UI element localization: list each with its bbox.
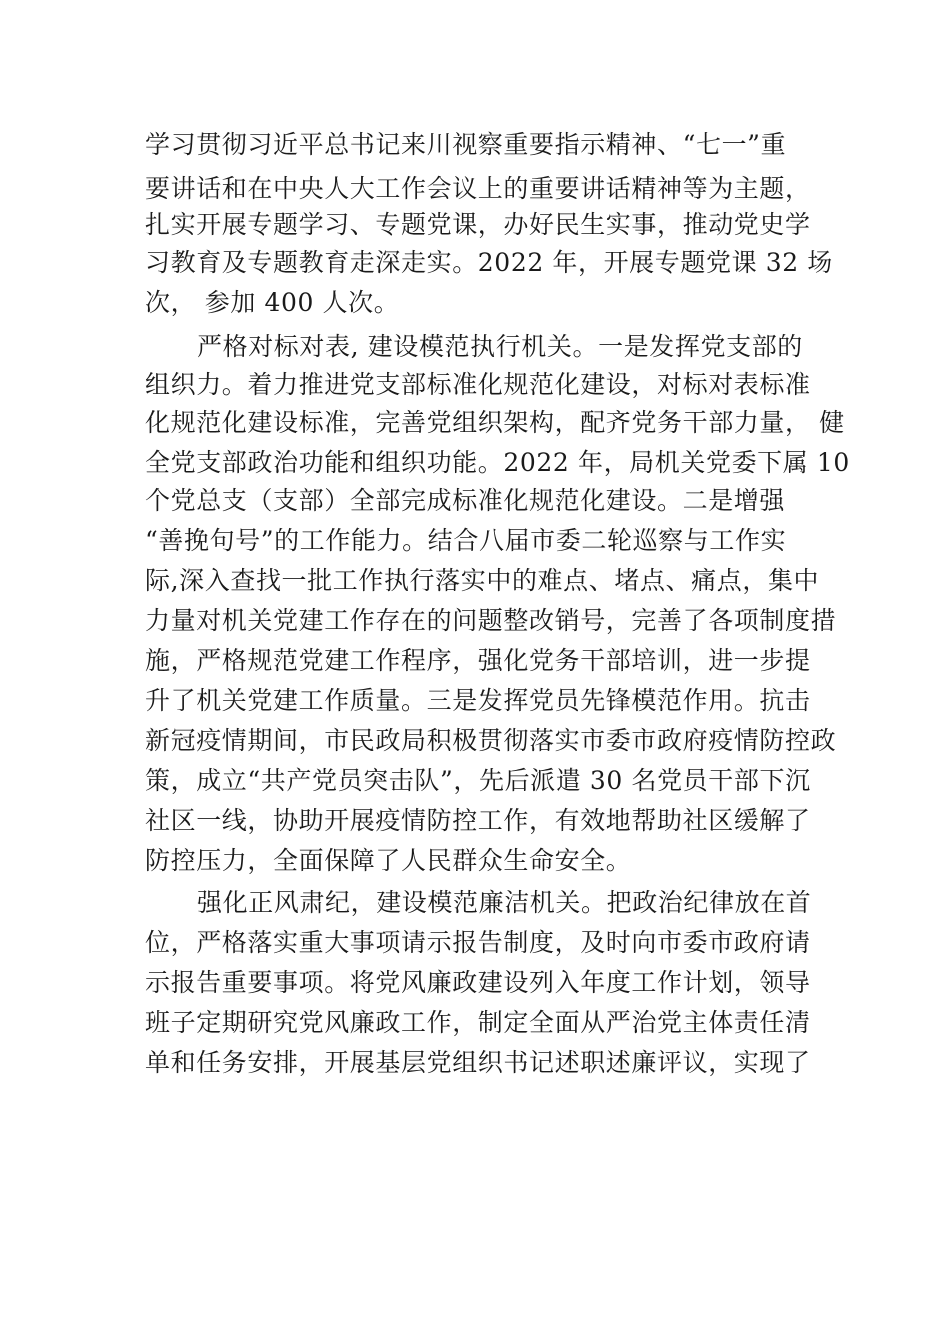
text-line: 习教育及专题教育走深走实。2022 年，开展专题党课 32 场 [145, 248, 833, 277]
text-line: 示报告重要事项。将党风廉政建设列入年度工作计划，领导 [145, 968, 811, 997]
text-line: 际,深入查找一批工作执行落实中的难点、堵点、痛点，集中 [145, 566, 820, 595]
text-line: 防控压力，全面保障了人民群众生命安全。 [145, 846, 632, 875]
text-line: 班子定期研究党风廉政工作，制定全面从严治党主体责任清 [145, 1008, 811, 1037]
text-line: “善挽句号”的工作能力。结合八届市委二轮巡察与工作实 [145, 526, 787, 555]
text-line: 施，严格规范党建工作程序，强化党务干部培训，进一步提 [145, 646, 811, 675]
text-line: 要讲话和在中央人大工作会议上的重要讲话精神等为主题， [145, 174, 811, 203]
text-line: 新冠疫情期间，市民政局积极贯彻落实市委市政府疫情防控政 [145, 726, 837, 755]
text-line: 个党总支（支部）全部完成标准化规范化建设。二是增强 [145, 486, 786, 515]
paragraph-first-line: 严格对标对表, 建设模范执行机关。一是发挥党支部的 [197, 332, 803, 361]
text-line: 扎实开展专题学习、专题党课，办好民生实事，推动党史学 [145, 210, 811, 239]
text-line: 次， 参加 400 人次。 [145, 288, 400, 317]
text-line: 学习贯彻习近平总书记来川视察重要指示精神、“七一”重 [145, 130, 787, 159]
text-line: 单和任务安排，开展基层党组织书记述职述廉评议，实现了 [145, 1048, 811, 1077]
text-line: 升了机关党建工作质量。三是发挥党员先锋模范作用。抗击 [145, 686, 811, 715]
paragraph-first-line: 强化正风肃纪，建设模范廉洁机关。把政治纪律放在首 [197, 888, 812, 917]
text-line: 策，成立“共产党员突击队”，先后派遣 30 名党员干部下沉 [145, 766, 811, 795]
text-line: 位，严格落实重大事项请示报告制度，及时向市委市政府请 [145, 928, 811, 957]
text-line: 力量对机关党建工作存在的问题整改销号，完善了各项制度措 [145, 606, 837, 635]
text-line: 全党支部政治功能和组织功能。2022 年，局机关党委下属 10 [145, 448, 850, 477]
text-line: 组织力。着力推进党支部标准化规范化建设，对标对表标准 [145, 370, 811, 399]
text-line: 社区一线，协助开展疫情防控工作，有效地帮助社区缓解了 [145, 806, 811, 835]
text-line: 化规范化建设标准，完善党组织架构，配齐党务干部力量， 健 [145, 408, 845, 437]
